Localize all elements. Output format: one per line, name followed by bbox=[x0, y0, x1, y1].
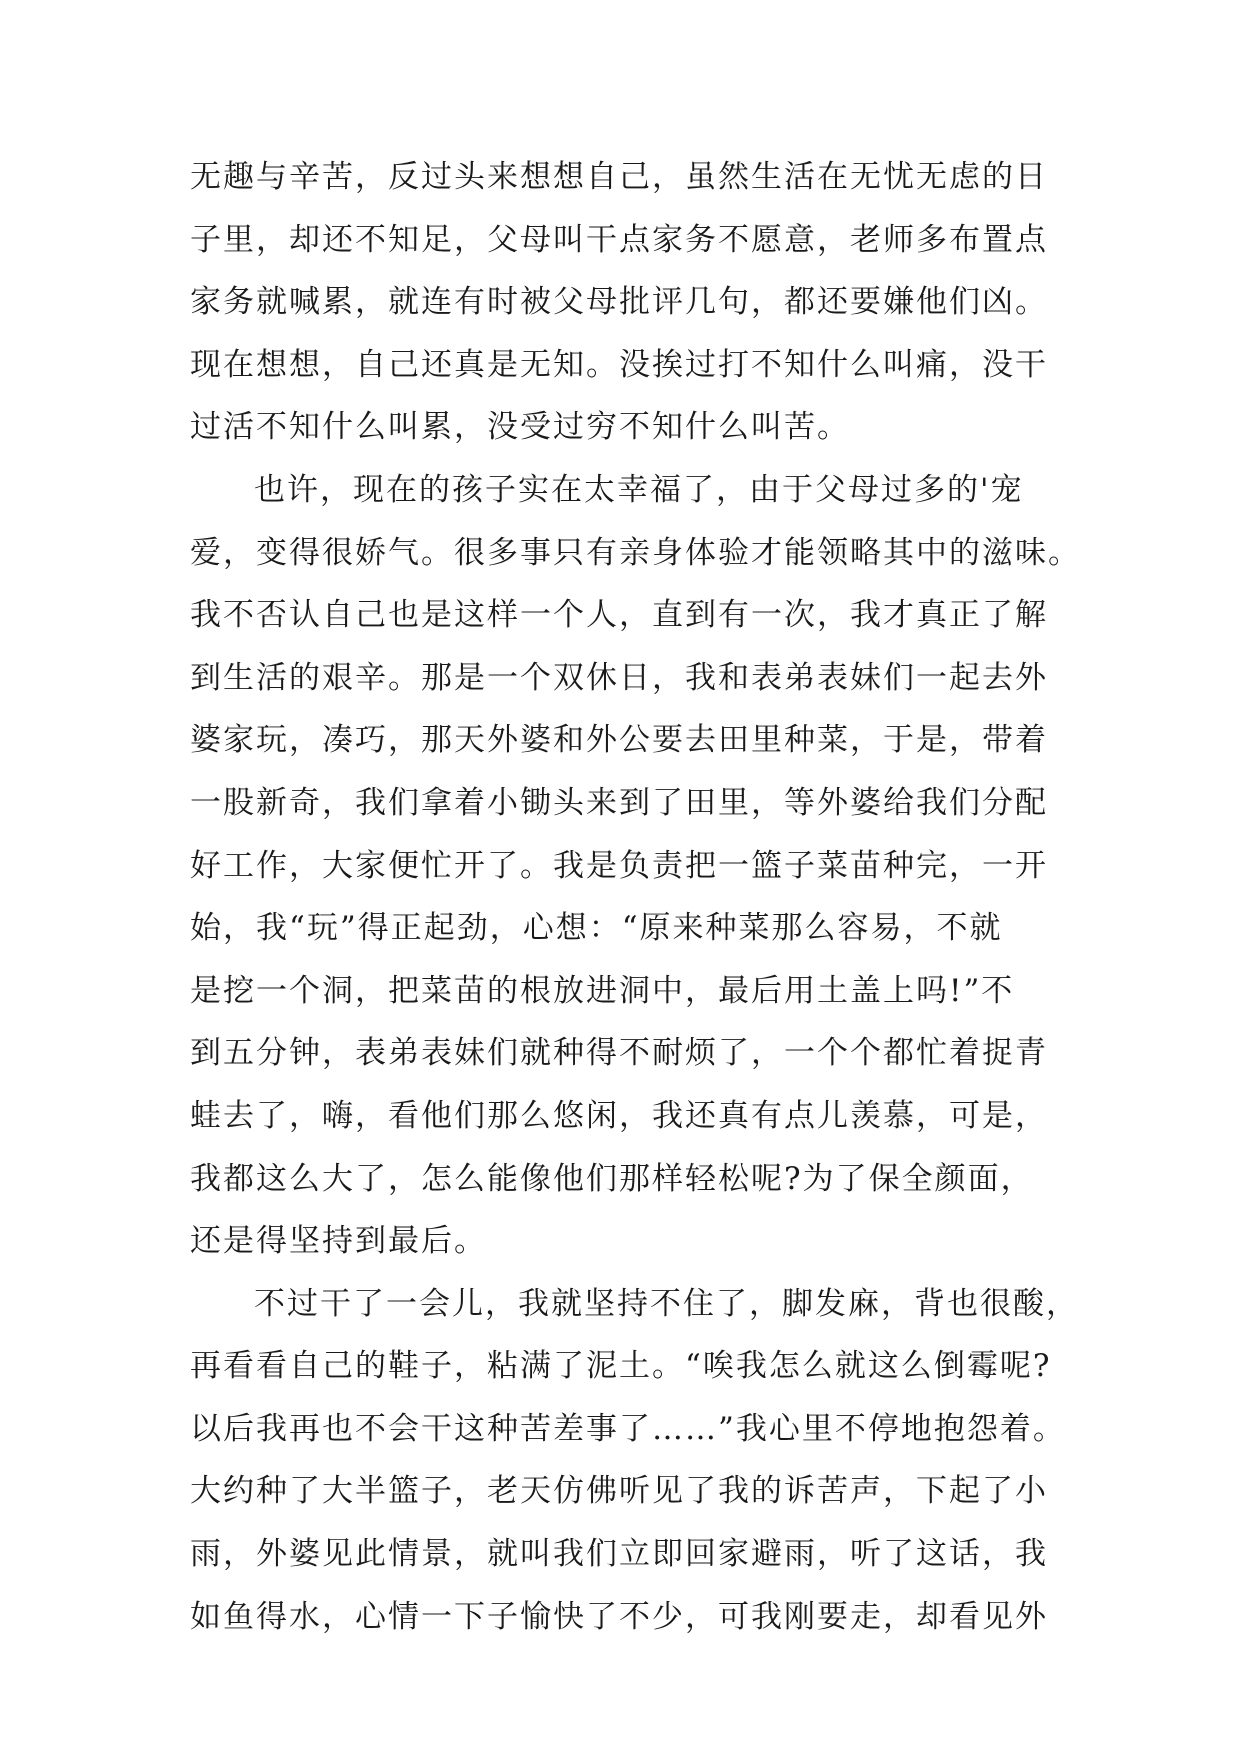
text-line: 家务就喊累，就连有时被父母批评几句，都还要嫌他们凶。 bbox=[190, 284, 1048, 321]
text-line: 到五分钟，表弟表妹们就种得不耐烦了，一个个都忙着捉青 bbox=[190, 1035, 1048, 1072]
text-line: 始，我“玩”得正起劲，心想：“原来种菜那么容易，不就 bbox=[190, 910, 1003, 947]
text-line: 以后我再也不会干这种苦差事了……”我心里不停地抱怨着。 bbox=[190, 1410, 1066, 1447]
text-line: 我不否认自己也是这样一个人，直到有一次，我才真正了解 bbox=[190, 597, 1048, 634]
text-line: 过活不知什么叫累，没受过穷不知什么叫苦。 bbox=[190, 409, 850, 446]
text-line: 子里，却还不知足，父母叫干点家务不愿意，老师多布置点 bbox=[190, 221, 1048, 258]
paragraph-start-line: 也许，现在的孩子实在太幸福了，由于父母过多的'宠 bbox=[254, 471, 1024, 508]
text-line: 还是得坚持到最后。 bbox=[190, 1223, 487, 1260]
text-line: 无趣与辛苦，反过头来想想自己，虽然生活在无忧无虑的日 bbox=[190, 159, 1048, 195]
text-line: 一股新奇，我们拿着小锄头来到了田里，等外婆给我们分配 bbox=[190, 784, 1048, 821]
text-line: 到生活的艰辛。那是一个双休日，我和表弟表妹们一起去外 bbox=[190, 659, 1048, 696]
text-line: 再看看自己的鞋子，粘满了泥土。“唉我怎么就这么倒霉呢? bbox=[190, 1348, 1052, 1385]
text-line: 大约种了大半篮子，老天仿佛听见了我的诉苦声，下起了小 bbox=[190, 1473, 1048, 1510]
text-line: 婆家玩，凑巧，那天外婆和外公要去田里种菜，于是，带着 bbox=[190, 722, 1048, 759]
paragraph-start-line: 不过干了一会儿，我就坚持不住了，脚发麻，背也很酸， bbox=[254, 1285, 1079, 1322]
text-line: 爱，变得很娇气。很多事只有亲身体验才能领略其中的滋味。 bbox=[190, 534, 1081, 571]
text-line: 蛙去了，嗨，看他们那么悠闲，我还真有点儿羡慕，可是， bbox=[190, 1097, 1048, 1134]
text-line: 我都这么大了，怎么能像他们那样轻松呢?为了保全颜面， bbox=[190, 1160, 1034, 1197]
text-line: 现在想想，自己还真是无知。没挨过打不知什么叫痛，没干 bbox=[190, 346, 1048, 383]
text-line: 雨，外婆见此情景，就叫我们立即回家避雨，听了这话，我 bbox=[190, 1536, 1048, 1573]
body-text bbox=[190, 146, 1081, 1648]
text-line: 如鱼得水，心情一下子愉快了不少，可我刚要走，却看见外 bbox=[190, 1598, 1048, 1635]
text-line: 好工作，大家便忙开了。我是负责把一篮子菜苗种完，一开 bbox=[190, 847, 1048, 884]
text-line: 是挖一个洞，把菜苗的根放进洞中，最后用土盖上吗!”不 bbox=[190, 972, 1015, 1009]
